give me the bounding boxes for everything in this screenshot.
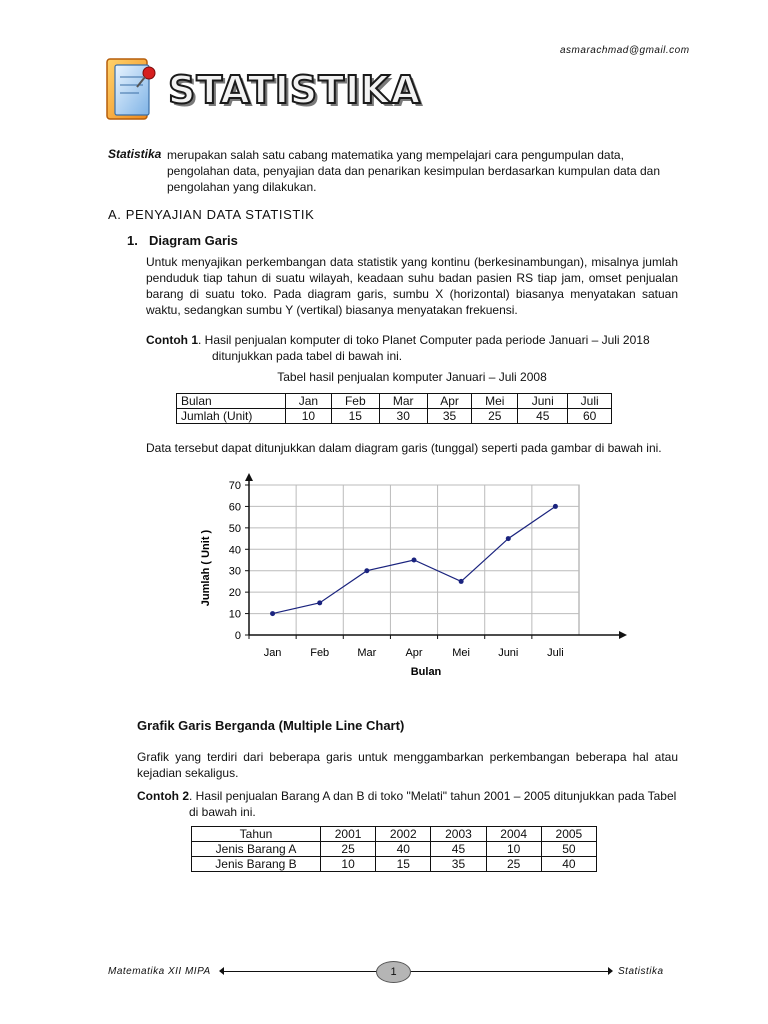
page-number: 1 [376, 961, 411, 983]
sales-table-1 [176, 393, 612, 424]
table-cell: 25 [486, 857, 541, 872]
y-tick-label: 50 [228, 522, 241, 535]
example-1 [146, 332, 678, 364]
definition-term: Statistika [108, 147, 162, 161]
x-tick-label: Juli [547, 647, 564, 659]
footer-topic: Statistika [618, 966, 664, 977]
table-cell: 40 [376, 842, 431, 857]
y-tick-label: 40 [228, 544, 241, 557]
document-pin-icon [103, 55, 163, 123]
table-cell: 45 [518, 409, 568, 424]
subsection-heading-1 [127, 233, 238, 248]
table-cell: Jan [286, 394, 332, 409]
y-tick-label: 30 [228, 565, 241, 578]
table-cell: 2003 [431, 827, 486, 842]
y-tick-label: 10 [228, 608, 241, 621]
table-row-label: Jumlah (Unit) [177, 409, 286, 424]
table-cell: 25 [472, 409, 518, 424]
x-tick-label: Jan [263, 647, 282, 659]
x-tick-label: Juni [498, 647, 519, 659]
example-2-label: Contoh 2 [137, 789, 189, 803]
table-cell: 40 [541, 857, 596, 872]
chart-description: Data tersebut dapat ditunjukkan dalam diagram garis (tunggal) seperti pada gambar di bawah ini. [146, 441, 662, 455]
footer-arrow-right-icon [608, 967, 613, 975]
example-2 [137, 788, 678, 820]
table-cell: 2001 [321, 827, 376, 842]
subsection-title: Diagram Garis [149, 233, 238, 248]
table-cell: 10 [486, 842, 541, 857]
data-point [364, 568, 369, 573]
x-tick-label: Mar [357, 647, 377, 659]
table-row [177, 394, 612, 409]
table-header-label: Tahun [192, 827, 321, 842]
table-cell: 2005 [541, 827, 596, 842]
table-1-caption: Tabel hasil penjualan komputer Januari – Juli 2008 [277, 370, 547, 384]
table-cell: 25 [321, 842, 376, 857]
y-tick-label: 70 [228, 480, 241, 492]
y-tick-label: 20 [228, 587, 241, 600]
data-point [412, 558, 417, 563]
table-cell: 45 [431, 842, 486, 857]
table-cell: 60 [568, 409, 612, 424]
table-cell: 35 [427, 409, 472, 424]
y-tick-label: 60 [228, 501, 241, 514]
table-cell: Juli [568, 394, 612, 409]
example-1-text: . Hasil penjualan komputer di toko Planet Computer pada periode Januari – Juli 2018 [198, 333, 650, 347]
example-2-text-cont: di bawah ini. [189, 805, 256, 819]
subsection-heading-2: Grafik Garis Berganda (Multiple Line Chart) [137, 718, 405, 733]
example-1-label: Contoh 1 [146, 333, 198, 347]
table-cell: 2004 [486, 827, 541, 842]
table-cell: 2002 [376, 827, 431, 842]
table-cell: 10 [286, 409, 332, 424]
subsection-number: 1. [127, 233, 138, 248]
table-cell: Feb [331, 394, 379, 409]
definition-body: merupakan salah satu cabang matematika yang mempelajari cara pengumpulan data, pengolahan data, penyajian data dan penarikan kesimpulan berdasarkan kumpulan data dan pengolahan yang dilakukan. [167, 148, 661, 194]
example-1-text-cont: ditunjukkan pada tabel di bawah ini. [212, 349, 403, 363]
table-row [177, 409, 612, 424]
table-row [192, 857, 597, 872]
line-chart [185, 473, 635, 683]
section-heading-a: A. PENYAJIAN DATA STATISTIK [108, 207, 315, 222]
table-row-label: Jenis Barang A [192, 842, 321, 857]
page-title: STATISTIKA [168, 68, 422, 112]
author-email: asmarachmad@gmail.com [560, 45, 690, 56]
sales-table-2 [191, 826, 597, 872]
footer-course: Matematika XII MIPA [108, 966, 211, 977]
footer-rule [220, 971, 612, 972]
table-cell: 10 [321, 857, 376, 872]
table-cell: 30 [379, 409, 427, 424]
table-cell: 15 [376, 857, 431, 872]
table-cell: Mei [472, 394, 518, 409]
footer-arrow-left-icon [219, 967, 224, 975]
data-point [270, 611, 275, 616]
y-axis-arrow-icon [245, 473, 253, 481]
table-cell: 50 [541, 842, 596, 857]
x-axis-label: Bulan [410, 666, 442, 678]
data-point [553, 504, 558, 509]
table-row [192, 842, 597, 857]
table-cell: Apr [427, 394, 472, 409]
table-cell: 15 [331, 409, 379, 424]
y-axis-label: Jumlah ( Unit ) [200, 529, 212, 607]
y-tick-label: 0 [234, 630, 241, 642]
multiple-line-paragraph: Grafik yang terdiri dari beberapa garis untuk menggambarkan perkembangan beberapa hal atau kejadian sekaligus. [137, 750, 678, 780]
table-cell: Juni [518, 394, 568, 409]
diagram-garis-paragraph: Untuk menyajikan perkembangan data statistik yang kontinu (berkesinambungan), misalnya jumlah penduduk tiap tahun di suatu wilayah, keadaan suhu badan pasien RS tiap jam, omset penjualan barang di suatu toko. Pada diagram garis, sumbu X (horizontal) biasanya menyatakan satuan waktu, sedangkan sumbu Y (vertikal) biasanya menyatakan frekuensi. [146, 255, 678, 317]
table-row-label: Jenis Barang B [192, 857, 321, 872]
x-axis-arrow-icon [619, 631, 627, 639]
data-point [459, 579, 464, 584]
table-cell: Mar [379, 394, 427, 409]
example-2-text: . Hasil penjualan Barang A dan B di toko "Melati" tahun 2001 – 2005 ditunjukkan pada Tabel [189, 789, 677, 803]
table-row-label: Bulan [177, 394, 286, 409]
x-tick-label: Feb [310, 647, 330, 659]
data-point [506, 536, 511, 541]
data-point [317, 600, 322, 605]
table-cell: 35 [431, 857, 486, 872]
x-tick-label: Mei [452, 647, 471, 659]
table-row [192, 827, 597, 842]
x-tick-label: Apr [405, 647, 423, 659]
